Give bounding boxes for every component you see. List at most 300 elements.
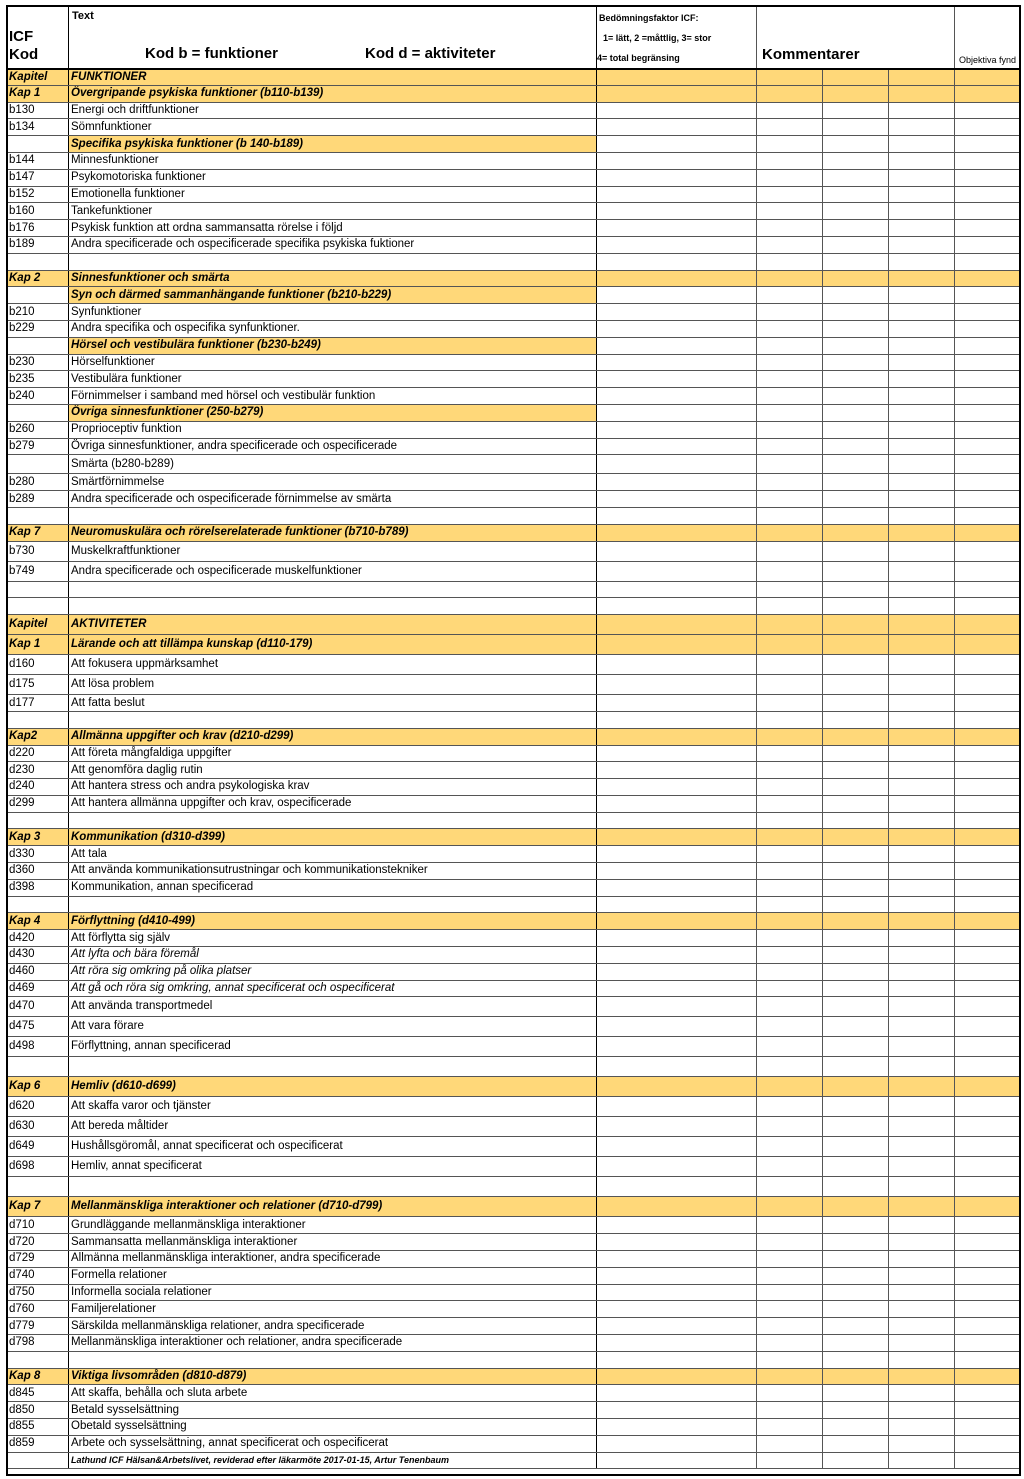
comment-cell-1[interactable] xyxy=(757,1117,823,1137)
comment-cell-1[interactable] xyxy=(757,421,823,438)
rating-cell[interactable] xyxy=(597,85,757,102)
comment-cell-3[interactable] xyxy=(889,615,955,635)
objective-cell[interactable] xyxy=(955,1402,1020,1419)
comment-cell-1[interactable] xyxy=(757,1301,823,1318)
rating-cell[interactable] xyxy=(597,203,757,220)
comment-cell-3[interactable] xyxy=(889,997,955,1017)
objective-cell[interactable] xyxy=(955,863,1020,880)
comment-cell-3[interactable] xyxy=(889,1301,955,1318)
comment-cell-1[interactable] xyxy=(757,745,823,762)
objective-cell[interactable] xyxy=(955,304,1020,321)
comment-cell-1[interactable] xyxy=(757,947,823,964)
comment-cell-2[interactable] xyxy=(823,561,889,581)
rating-cell[interactable] xyxy=(597,913,757,930)
rating-cell[interactable] xyxy=(597,728,757,745)
objective-cell[interactable] xyxy=(955,561,1020,581)
comment-cell-1[interactable] xyxy=(757,1217,823,1234)
comment-cell-3[interactable] xyxy=(889,320,955,337)
comment-cell-3[interactable] xyxy=(889,675,955,695)
rating-cell[interactable] xyxy=(597,863,757,880)
rating-cell[interactable] xyxy=(597,541,757,561)
rating-cell[interactable] xyxy=(597,69,757,86)
comment-cell-1[interactable] xyxy=(757,85,823,102)
comment-cell-2[interactable] xyxy=(823,404,889,421)
comment-cell-2[interactable] xyxy=(823,930,889,947)
objective-cell[interactable] xyxy=(955,169,1020,186)
comment-cell-3[interactable] xyxy=(889,1267,955,1284)
comment-cell-1[interactable] xyxy=(757,1017,823,1037)
objective-cell[interactable] xyxy=(955,438,1020,455)
objective-cell[interactable] xyxy=(955,963,1020,980)
comment-cell-1[interactable] xyxy=(757,762,823,779)
rating-cell[interactable] xyxy=(597,812,757,829)
comment-cell-2[interactable] xyxy=(823,1197,889,1217)
comment-cell-3[interactable] xyxy=(889,1452,955,1469)
objective-cell[interactable] xyxy=(955,270,1020,287)
comment-cell-3[interactable] xyxy=(889,69,955,86)
objective-cell[interactable] xyxy=(955,795,1020,812)
objective-cell[interactable] xyxy=(955,491,1020,508)
comment-cell-2[interactable] xyxy=(823,1037,889,1057)
comment-cell-2[interactable] xyxy=(823,896,889,913)
comment-cell-2[interactable] xyxy=(823,879,889,896)
comment-cell-1[interactable] xyxy=(757,1234,823,1251)
objective-cell[interactable] xyxy=(955,320,1020,337)
comment-cell-3[interactable] xyxy=(889,524,955,541)
objective-cell[interactable] xyxy=(955,1284,1020,1301)
comment-cell-1[interactable] xyxy=(757,186,823,203)
rating-cell[interactable] xyxy=(597,1234,757,1251)
objective-cell[interactable] xyxy=(955,879,1020,896)
rating-cell[interactable] xyxy=(597,745,757,762)
comment-cell-3[interactable] xyxy=(889,541,955,561)
rating-cell[interactable] xyxy=(597,1351,757,1368)
comment-cell-2[interactable] xyxy=(823,388,889,405)
comment-cell-1[interactable] xyxy=(757,1452,823,1469)
rating-cell[interactable] xyxy=(597,879,757,896)
comment-cell-2[interactable] xyxy=(823,136,889,153)
comment-cell-3[interactable] xyxy=(889,1057,955,1077)
objective-cell[interactable] xyxy=(955,1251,1020,1268)
rating-cell[interactable] xyxy=(597,136,757,153)
objective-cell[interactable] xyxy=(955,846,1020,863)
comment-cell-1[interactable] xyxy=(757,1197,823,1217)
comment-cell-2[interactable] xyxy=(823,779,889,796)
comment-cell-2[interactable] xyxy=(823,524,889,541)
objective-cell[interactable] xyxy=(955,371,1020,388)
comment-cell-2[interactable] xyxy=(823,186,889,203)
comment-cell-2[interactable] xyxy=(823,980,889,997)
objective-cell[interactable] xyxy=(955,598,1020,615)
comment-cell-1[interactable] xyxy=(757,1318,823,1335)
comment-cell-3[interactable] xyxy=(889,1419,955,1436)
comment-cell-3[interactable] xyxy=(889,287,955,304)
comment-cell-3[interactable] xyxy=(889,85,955,102)
comment-cell-3[interactable] xyxy=(889,1402,955,1419)
rating-cell[interactable] xyxy=(597,304,757,321)
objective-cell[interactable] xyxy=(955,635,1020,655)
rating-cell[interactable] xyxy=(597,236,757,253)
comment-cell-3[interactable] xyxy=(889,762,955,779)
comment-cell-1[interactable] xyxy=(757,561,823,581)
comment-cell-3[interactable] xyxy=(889,119,955,136)
rating-cell[interactable] xyxy=(597,655,757,675)
comment-cell-3[interactable] xyxy=(889,879,955,896)
objective-cell[interactable] xyxy=(955,337,1020,354)
rating-cell[interactable] xyxy=(597,474,757,491)
comment-cell-1[interactable] xyxy=(757,1137,823,1157)
objective-cell[interactable] xyxy=(955,1385,1020,1402)
rating-cell[interactable] xyxy=(597,1335,757,1352)
rating-cell[interactable] xyxy=(597,507,757,524)
comment-cell-3[interactable] xyxy=(889,136,955,153)
comment-cell-2[interactable] xyxy=(823,846,889,863)
comment-cell-2[interactable] xyxy=(823,220,889,237)
rating-cell[interactable] xyxy=(597,762,757,779)
rating-cell[interactable] xyxy=(597,1137,757,1157)
objective-cell[interactable] xyxy=(955,354,1020,371)
comment-cell-1[interactable] xyxy=(757,655,823,675)
comment-cell-2[interactable] xyxy=(823,474,889,491)
comment-cell-2[interactable] xyxy=(823,863,889,880)
comment-cell-1[interactable] xyxy=(757,152,823,169)
objective-cell[interactable] xyxy=(955,1177,1020,1197)
objective-cell[interactable] xyxy=(955,388,1020,405)
objective-cell[interactable] xyxy=(955,1077,1020,1097)
objective-cell[interactable] xyxy=(955,220,1020,237)
rating-cell[interactable] xyxy=(597,371,757,388)
objective-cell[interactable] xyxy=(955,421,1020,438)
objective-cell[interactable] xyxy=(955,541,1020,561)
rating-cell[interactable] xyxy=(597,711,757,728)
comment-cell-2[interactable] xyxy=(823,421,889,438)
comment-cell-3[interactable] xyxy=(889,1117,955,1137)
comment-cell-2[interactable] xyxy=(823,1117,889,1137)
comment-cell-1[interactable] xyxy=(757,1097,823,1117)
comment-cell-3[interactable] xyxy=(889,795,955,812)
rating-cell[interactable] xyxy=(597,119,757,136)
rating-cell[interactable] xyxy=(597,846,757,863)
comment-cell-2[interactable] xyxy=(823,1077,889,1097)
comment-cell-1[interactable] xyxy=(757,1368,823,1385)
comment-cell-2[interactable] xyxy=(823,491,889,508)
rating-cell[interactable] xyxy=(597,561,757,581)
objective-cell[interactable] xyxy=(955,1157,1020,1177)
comment-cell-1[interactable] xyxy=(757,1402,823,1419)
comment-cell-3[interactable] xyxy=(889,695,955,712)
comment-cell-3[interactable] xyxy=(889,863,955,880)
comment-cell-3[interactable] xyxy=(889,1217,955,1234)
comment-cell-1[interactable] xyxy=(757,728,823,745)
comment-cell-2[interactable] xyxy=(823,913,889,930)
objective-cell[interactable] xyxy=(955,728,1020,745)
comment-cell-2[interactable] xyxy=(823,695,889,712)
rating-cell[interactable] xyxy=(597,524,757,541)
comment-cell-2[interactable] xyxy=(823,795,889,812)
objective-cell[interactable] xyxy=(955,913,1020,930)
comment-cell-1[interactable] xyxy=(757,203,823,220)
comment-cell-2[interactable] xyxy=(823,675,889,695)
comment-cell-2[interactable] xyxy=(823,304,889,321)
objective-cell[interactable] xyxy=(955,896,1020,913)
comment-cell-3[interactable] xyxy=(889,337,955,354)
comment-cell-3[interactable] xyxy=(889,745,955,762)
objective-cell[interactable] xyxy=(955,474,1020,491)
comment-cell-2[interactable] xyxy=(823,635,889,655)
comment-cell-1[interactable] xyxy=(757,69,823,86)
comment-cell-1[interactable] xyxy=(757,675,823,695)
rating-cell[interactable] xyxy=(597,152,757,169)
rating-cell[interactable] xyxy=(597,1177,757,1197)
rating-cell[interactable] xyxy=(597,421,757,438)
comment-cell-2[interactable] xyxy=(823,1351,889,1368)
rating-cell[interactable] xyxy=(597,337,757,354)
comment-cell-1[interactable] xyxy=(757,320,823,337)
objective-cell[interactable] xyxy=(955,711,1020,728)
comment-cell-1[interactable] xyxy=(757,930,823,947)
comment-cell-3[interactable] xyxy=(889,186,955,203)
objective-cell[interactable] xyxy=(955,236,1020,253)
comment-cell-3[interactable] xyxy=(889,203,955,220)
comment-cell-1[interactable] xyxy=(757,541,823,561)
objective-cell[interactable] xyxy=(955,152,1020,169)
objective-cell[interactable] xyxy=(955,1301,1020,1318)
objective-cell[interactable] xyxy=(955,695,1020,712)
comment-cell-1[interactable] xyxy=(757,270,823,287)
rating-cell[interactable] xyxy=(597,438,757,455)
objective-cell[interactable] xyxy=(955,1419,1020,1436)
comment-cell-1[interactable] xyxy=(757,169,823,186)
comment-cell-2[interactable] xyxy=(823,85,889,102)
objective-cell[interactable] xyxy=(955,1452,1020,1469)
comment-cell-3[interactable] xyxy=(889,270,955,287)
comment-cell-2[interactable] xyxy=(823,1385,889,1402)
objective-cell[interactable] xyxy=(955,524,1020,541)
rating-cell[interactable] xyxy=(597,1301,757,1318)
objective-cell[interactable] xyxy=(955,455,1020,474)
comment-cell-3[interactable] xyxy=(889,1335,955,1352)
comment-cell-2[interactable] xyxy=(823,102,889,119)
comment-cell-2[interactable] xyxy=(823,762,889,779)
comment-cell-3[interactable] xyxy=(889,980,955,997)
comment-cell-2[interactable] xyxy=(823,1017,889,1037)
rating-cell[interactable] xyxy=(597,354,757,371)
objective-cell[interactable] xyxy=(955,812,1020,829)
comment-cell-2[interactable] xyxy=(823,1335,889,1352)
comment-cell-2[interactable] xyxy=(823,655,889,675)
comment-cell-1[interactable] xyxy=(757,711,823,728)
comment-cell-1[interactable] xyxy=(757,438,823,455)
comment-cell-3[interactable] xyxy=(889,829,955,846)
rating-cell[interactable] xyxy=(597,980,757,997)
objective-cell[interactable] xyxy=(955,1368,1020,1385)
objective-cell[interactable] xyxy=(955,507,1020,524)
comment-cell-2[interactable] xyxy=(823,997,889,1017)
rating-cell[interactable] xyxy=(597,1318,757,1335)
comment-cell-1[interactable] xyxy=(757,1037,823,1057)
comment-cell-2[interactable] xyxy=(823,1217,889,1234)
rating-cell[interactable] xyxy=(597,1217,757,1234)
comment-cell-3[interactable] xyxy=(889,635,955,655)
objective-cell[interactable] xyxy=(955,1057,1020,1077)
comment-cell-2[interactable] xyxy=(823,1057,889,1077)
comment-cell-2[interactable] xyxy=(823,1435,889,1452)
rating-cell[interactable] xyxy=(597,1435,757,1452)
objective-cell[interactable] xyxy=(955,615,1020,635)
comment-cell-2[interactable] xyxy=(823,541,889,561)
comment-cell-3[interactable] xyxy=(889,1351,955,1368)
objective-cell[interactable] xyxy=(955,1217,1020,1234)
objective-cell[interactable] xyxy=(955,762,1020,779)
objective-cell[interactable] xyxy=(955,253,1020,270)
comment-cell-3[interactable] xyxy=(889,728,955,745)
comment-cell-2[interactable] xyxy=(823,1267,889,1284)
comment-cell-2[interactable] xyxy=(823,711,889,728)
rating-cell[interactable] xyxy=(597,1157,757,1177)
comment-cell-3[interactable] xyxy=(889,169,955,186)
comment-cell-2[interactable] xyxy=(823,1402,889,1419)
comment-cell-2[interactable] xyxy=(823,1368,889,1385)
rating-cell[interactable] xyxy=(597,1419,757,1436)
comment-cell-3[interactable] xyxy=(889,1077,955,1097)
comment-cell-3[interactable] xyxy=(889,1234,955,1251)
rating-cell[interactable] xyxy=(597,1251,757,1268)
objective-cell[interactable] xyxy=(955,930,1020,947)
comment-cell-3[interactable] xyxy=(889,388,955,405)
comment-cell-1[interactable] xyxy=(757,863,823,880)
comment-cell-2[interactable] xyxy=(823,1284,889,1301)
comment-cell-3[interactable] xyxy=(889,1197,955,1217)
rating-cell[interactable] xyxy=(597,635,757,655)
comment-cell-2[interactable] xyxy=(823,615,889,635)
comment-cell-2[interactable] xyxy=(823,320,889,337)
comment-cell-1[interactable] xyxy=(757,997,823,1017)
comment-cell-3[interactable] xyxy=(889,1177,955,1197)
comment-cell-3[interactable] xyxy=(889,846,955,863)
comment-cell-2[interactable] xyxy=(823,507,889,524)
objective-cell[interactable] xyxy=(955,102,1020,119)
rating-cell[interactable] xyxy=(597,1117,757,1137)
comment-cell-2[interactable] xyxy=(823,829,889,846)
rating-cell[interactable] xyxy=(597,1452,757,1469)
rating-cell[interactable] xyxy=(597,220,757,237)
comment-cell-1[interactable] xyxy=(757,635,823,655)
rating-cell[interactable] xyxy=(597,1385,757,1402)
rating-cell[interactable] xyxy=(597,829,757,846)
comment-cell-3[interactable] xyxy=(889,491,955,508)
comment-cell-3[interactable] xyxy=(889,561,955,581)
objective-cell[interactable] xyxy=(955,829,1020,846)
comment-cell-1[interactable] xyxy=(757,455,823,474)
objective-cell[interactable] xyxy=(955,119,1020,136)
comment-cell-2[interactable] xyxy=(823,1301,889,1318)
objective-cell[interactable] xyxy=(955,136,1020,153)
comment-cell-1[interactable] xyxy=(757,236,823,253)
comment-cell-2[interactable] xyxy=(823,745,889,762)
comment-cell-1[interactable] xyxy=(757,913,823,930)
comment-cell-2[interactable] xyxy=(823,152,889,169)
objective-cell[interactable] xyxy=(955,404,1020,421)
comment-cell-2[interactable] xyxy=(823,371,889,388)
rating-cell[interactable] xyxy=(597,455,757,474)
comment-cell-2[interactable] xyxy=(823,1234,889,1251)
comment-cell-1[interactable] xyxy=(757,524,823,541)
comment-cell-3[interactable] xyxy=(889,947,955,964)
comment-cell-2[interactable] xyxy=(823,1318,889,1335)
rating-cell[interactable] xyxy=(597,270,757,287)
comment-cell-3[interactable] xyxy=(889,1318,955,1335)
comment-cell-3[interactable] xyxy=(889,655,955,675)
comment-cell-2[interactable] xyxy=(823,581,889,598)
comment-cell-3[interactable] xyxy=(889,1284,955,1301)
comment-cell-3[interactable] xyxy=(889,1037,955,1057)
objective-cell[interactable] xyxy=(955,203,1020,220)
rating-cell[interactable] xyxy=(597,253,757,270)
comment-cell-2[interactable] xyxy=(823,287,889,304)
rating-cell[interactable] xyxy=(597,1017,757,1037)
objective-cell[interactable] xyxy=(955,581,1020,598)
comment-cell-3[interactable] xyxy=(889,474,955,491)
comment-cell-1[interactable] xyxy=(757,980,823,997)
objective-cell[interactable] xyxy=(955,1097,1020,1117)
objective-cell[interactable] xyxy=(955,287,1020,304)
comment-cell-3[interactable] xyxy=(889,598,955,615)
rating-cell[interactable] xyxy=(597,795,757,812)
comment-cell-1[interactable] xyxy=(757,371,823,388)
rating-cell[interactable] xyxy=(597,1097,757,1117)
rating-cell[interactable] xyxy=(597,1368,757,1385)
objective-cell[interactable] xyxy=(955,1197,1020,1217)
comment-cell-1[interactable] xyxy=(757,779,823,796)
comment-cell-1[interactable] xyxy=(757,287,823,304)
comment-cell-1[interactable] xyxy=(757,1419,823,1436)
comment-cell-2[interactable] xyxy=(823,438,889,455)
objective-cell[interactable] xyxy=(955,1117,1020,1137)
comment-cell-1[interactable] xyxy=(757,491,823,508)
comment-cell-1[interactable] xyxy=(757,1057,823,1077)
rating-cell[interactable] xyxy=(597,1267,757,1284)
rating-cell[interactable] xyxy=(597,581,757,598)
comment-cell-1[interactable] xyxy=(757,598,823,615)
rating-cell[interactable] xyxy=(597,1077,757,1097)
rating-cell[interactable] xyxy=(597,675,757,695)
objective-cell[interactable] xyxy=(955,1234,1020,1251)
comment-cell-1[interactable] xyxy=(757,1251,823,1268)
comment-cell-3[interactable] xyxy=(889,1097,955,1117)
objective-cell[interactable] xyxy=(955,1267,1020,1284)
rating-cell[interactable] xyxy=(597,169,757,186)
comment-cell-3[interactable] xyxy=(889,438,955,455)
comment-cell-1[interactable] xyxy=(757,253,823,270)
comment-cell-1[interactable] xyxy=(757,474,823,491)
comment-cell-1[interactable] xyxy=(757,1284,823,1301)
objective-cell[interactable] xyxy=(955,745,1020,762)
comment-cell-1[interactable] xyxy=(757,304,823,321)
comment-cell-2[interactable] xyxy=(823,598,889,615)
rating-cell[interactable] xyxy=(597,615,757,635)
comment-cell-2[interactable] xyxy=(823,963,889,980)
objective-cell[interactable] xyxy=(955,1037,1020,1057)
comment-cell-3[interactable] xyxy=(889,455,955,474)
rating-cell[interactable] xyxy=(597,963,757,980)
rating-cell[interactable] xyxy=(597,930,757,947)
objective-cell[interactable] xyxy=(955,186,1020,203)
comment-cell-2[interactable] xyxy=(823,1177,889,1197)
objective-cell[interactable] xyxy=(955,1137,1020,1157)
comment-cell-1[interactable] xyxy=(757,404,823,421)
objective-cell[interactable] xyxy=(955,1435,1020,1452)
comment-cell-3[interactable] xyxy=(889,236,955,253)
